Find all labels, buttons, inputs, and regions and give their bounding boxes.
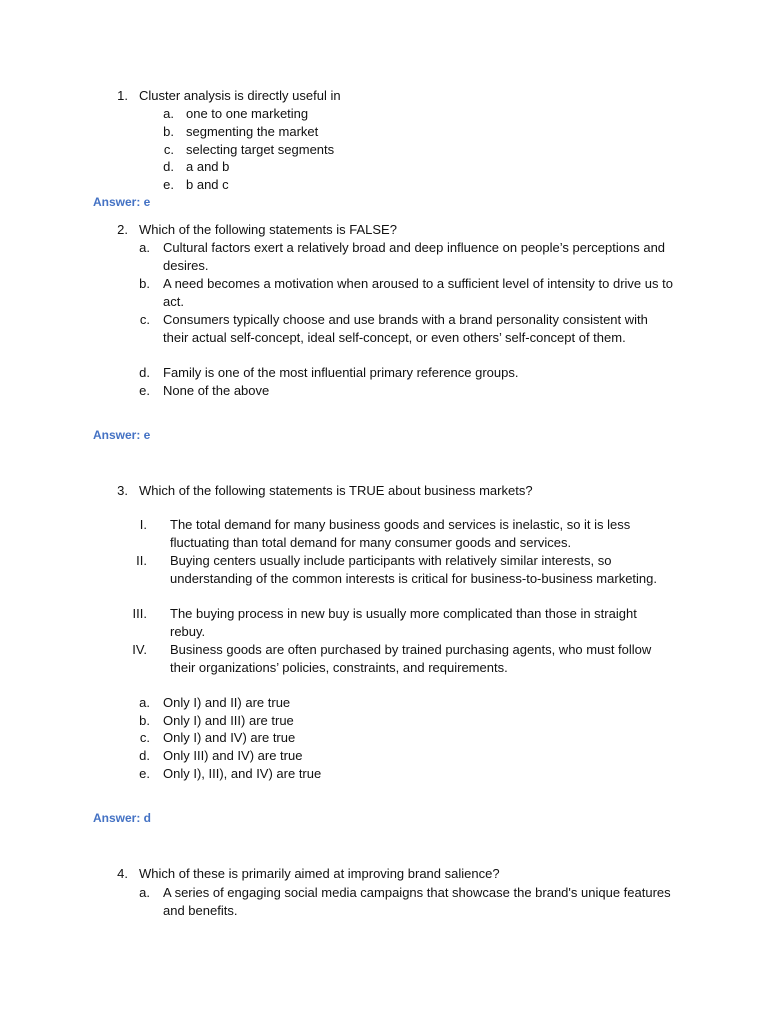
question-number: 4.: [117, 866, 128, 881]
option-letter: d.: [163, 159, 174, 174]
option-text: Cultural factors exert a relatively broad and deep influence on people’s perceptions and desires.: [163, 240, 666, 273]
option-letter: a.: [139, 695, 150, 710]
option-text: Only I) and III) are true: [163, 713, 294, 728]
option-letter: c.: [139, 730, 150, 745]
option-letter: b.: [139, 276, 150, 291]
question-stem: Which of these is primarily aimed at improving brand salience?: [139, 866, 500, 881]
option-text: Only III) and IV) are true: [163, 748, 303, 763]
option-letter: c.: [139, 312, 150, 327]
option-text: segmenting the market: [186, 124, 319, 139]
option-text: selecting target segments: [186, 142, 335, 157]
statement-text: Buying centers usually include participants with relatively similar interests, so understanding of the common interests is critical for business-to-business marketing.: [170, 553, 657, 586]
option-letter: b.: [163, 124, 174, 139]
statement-text: The buying process in new buy is usually more complicated than those in straight rebuy.: [170, 606, 637, 639]
option-text: A need becomes a motivation when aroused to a sufficient level of intensity to drive us to act.: [163, 276, 673, 309]
answer-label: Answer: d: [93, 811, 152, 825]
option-letter: a.: [139, 240, 150, 255]
option-text: a and b: [186, 159, 230, 174]
option-text: Consumers typically choose and use brands with a brand personality consistent with their actual self-concept, ideal self-concept, or even others’ self-concept of them.: [163, 312, 648, 345]
option-letter: e.: [139, 383, 150, 398]
option-text: None of the above: [163, 383, 270, 398]
option-text: b and c: [186, 177, 229, 192]
question-number: 1.: [117, 88, 128, 103]
question-stem: Which of the following statements is FALSE?: [139, 222, 397, 237]
question-stem: Cluster analysis is directly useful in: [139, 88, 341, 103]
statement-numeral: I.: [139, 517, 147, 532]
option-text: Only I) and IV) are true: [163, 730, 296, 745]
option-letter: d.: [139, 748, 150, 763]
statement-text: Business goods are often purchased by trained purchasing agents, who must follow their organizations’ policies, constraints, and requirements.: [170, 642, 652, 675]
question-number: 2.: [117, 222, 128, 237]
option-text: Only I), III), and IV) are true: [163, 766, 322, 781]
option-text: A series of engaging social media campaigns that showcase the brand's unique features and benefits.: [163, 885, 671, 918]
option-letter: e.: [163, 177, 174, 192]
option-text: Only I) and II) are true: [163, 695, 291, 710]
option-text: Family is one of the most influential primary reference groups.: [163, 365, 519, 380]
option-letter: a.: [163, 106, 174, 121]
option-letter: d.: [139, 365, 150, 380]
statement-text: The total demand for many business goods and services is inelastic, so it is less fluctuating than total demand for many consumer goods and services.: [170, 517, 631, 550]
option-letter: e.: [139, 766, 150, 781]
statement-numeral: II.: [136, 553, 147, 568]
option-text: one to one marketing: [186, 106, 309, 121]
option-letter: c.: [163, 142, 174, 157]
statement-numeral: III.: [132, 606, 147, 621]
question-number: 3.: [117, 483, 128, 498]
answer-label: Answer: e: [93, 428, 151, 442]
option-letter: b.: [139, 713, 150, 728]
statement-numeral: IV.: [132, 642, 147, 657]
question-stem: Which of the following statements is TRUE about business markets?: [139, 483, 533, 498]
answer-label: Answer: e: [93, 195, 151, 209]
option-letter: a.: [139, 885, 150, 900]
